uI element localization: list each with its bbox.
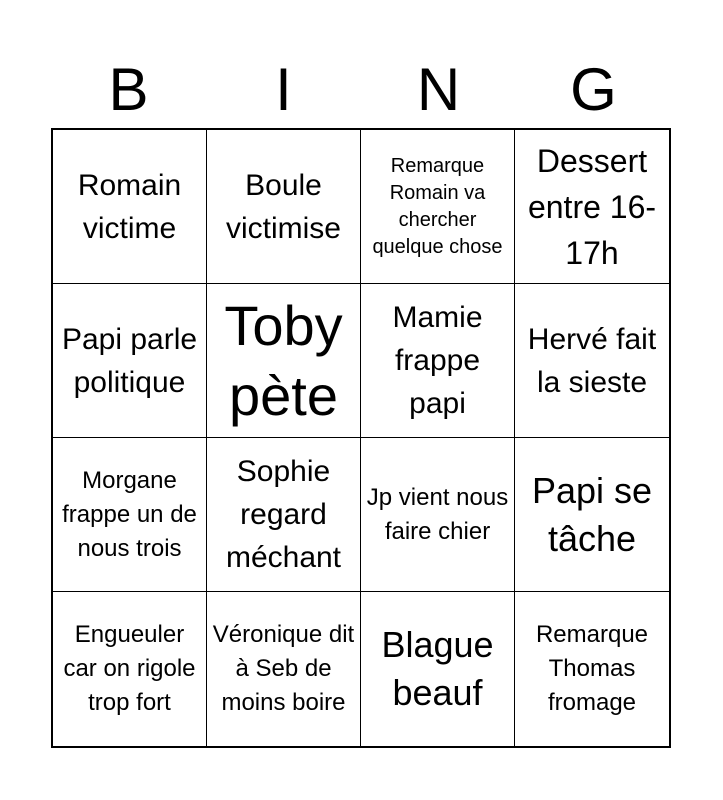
bingo-cell-text: Sophie regard méchant: [225, 455, 342, 574]
bingo-cell-text: Véronique dit à Seb de moins boire: [212, 621, 355, 716]
bingo-cell-text: Engueuler car on rigole trop fort: [63, 621, 196, 716]
bingo-cell-text: Remarque Romain va chercher quelque chose: [372, 154, 503, 258]
bingo-cell-text: Papi se tâche: [531, 469, 653, 559]
bingo-header: [51, 52, 671, 128]
bingo-cell[interactable]: [515, 284, 669, 438]
bingo-cell[interactable]: [361, 284, 515, 438]
bingo-cell[interactable]: [361, 130, 515, 284]
bingo-cell[interactable]: [53, 438, 207, 592]
bingo-cell-text: Remarque Thomas fromage: [535, 621, 649, 716]
bingo-cell[interactable]: [515, 130, 669, 284]
bingo-cell-text: Boule victimise: [225, 168, 341, 245]
bingo-cell[interactable]: [207, 438, 361, 592]
bingo-cell-text: Romain victime: [77, 168, 182, 245]
bingo-cell-text: Papi parle politique: [61, 322, 198, 399]
bingo-cell[interactable]: [207, 130, 361, 284]
header-letter-n: N: [416, 56, 461, 123]
bingo-cell[interactable]: [207, 284, 361, 438]
header-letter-b: B: [108, 56, 149, 123]
bingo-cell-text: Toby pète: [224, 293, 343, 427]
bingo-cell-text: Hervé fait la sieste: [527, 322, 657, 399]
header-letter-g: G: [570, 56, 617, 123]
bingo-cell[interactable]: [515, 592, 669, 746]
bingo-cell[interactable]: [207, 592, 361, 746]
bingo-cell-text: Blague beauf: [381, 624, 494, 713]
bingo-cell[interactable]: [361, 592, 515, 746]
bingo-cell-text: Jp vient nous faire chier: [366, 483, 509, 545]
bingo-cell[interactable]: [53, 284, 207, 438]
bingo-cell-text: Dessert entre 16-17h: [527, 142, 657, 271]
bingo-cell-text: Mamie frappe papi: [392, 301, 483, 420]
bingo-cell-text: Morgane frappe un de nous trois: [62, 466, 197, 562]
bingo-cell[interactable]: [515, 438, 669, 592]
bingo-cell[interactable]: [361, 438, 515, 592]
header-letter-i: I: [275, 56, 292, 123]
bingo-cell[interactable]: [53, 130, 207, 284]
bingo-board: [51, 128, 671, 748]
bingo-cell[interactable]: [53, 592, 207, 746]
